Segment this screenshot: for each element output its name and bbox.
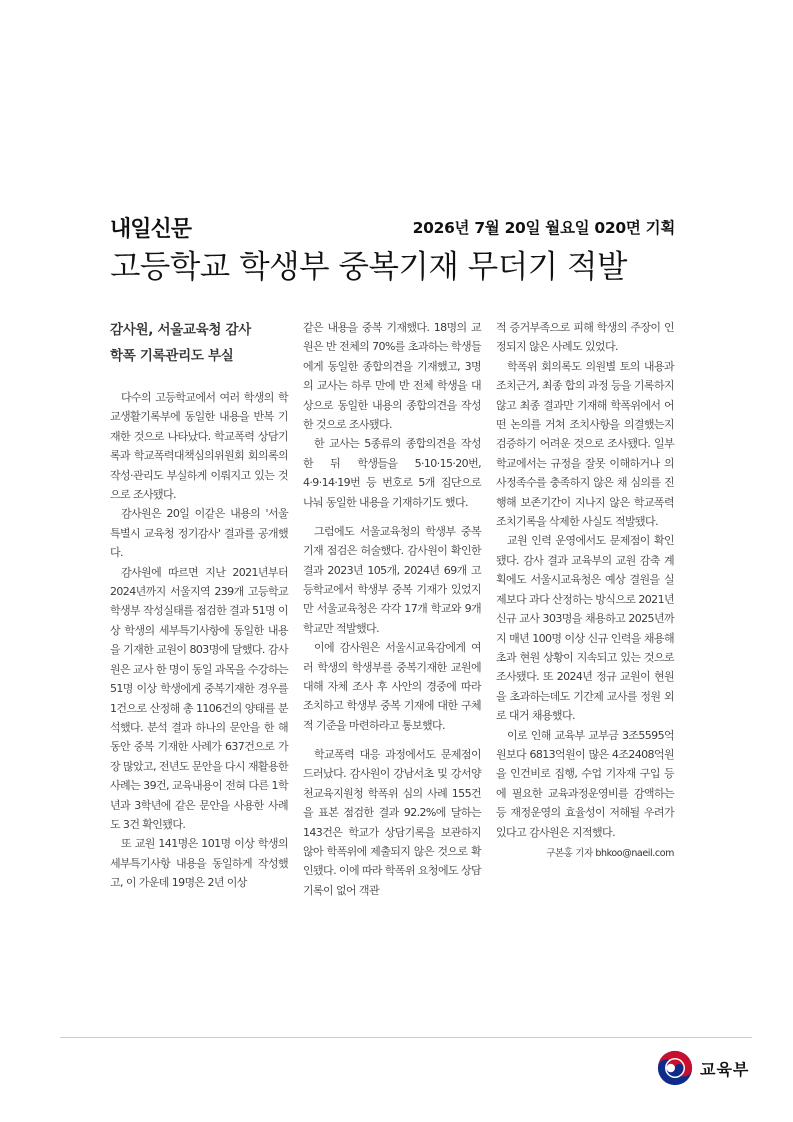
article-paragraph: 적 증거부족으로 피해 학생의 주장이 인정되지 않은 사례도 있었다.: [496, 321, 674, 354]
article-paragraph: 감사원은 20일 이같은 내용의 '서울특별시 교육청 정기감사' 결과를 공개했다.: [110, 507, 288, 560]
article-column-2: [303, 318, 481, 900]
byline: 구본홍 기자 bhkoo@naeil.com: [546, 847, 674, 859]
newspaper-name: 내일신문: [110, 217, 192, 242]
taegeuk-icon: [656, 1049, 694, 1087]
article-column-1: [110, 388, 288, 893]
article-paragraph: 이에 감사원은 서울시교육감에게 여러 학생의 학생부를 중복기재한 교원에 대해 자체 조사 후 사안의 경중에 따라 조치하고 학생부 중복 기재에 대한 구체적 기준을 마련하라고 통보했다.: [303, 641, 481, 732]
article-paragraph: 그럼에도 서울교육청의 학생부 중복기재 점검은 허술했다. 감사원이 확인한 결과 2023년 105개, 2024년 69개 고등학교에서 학생부 중복 기재가 있었지만 서울교육청은 각각 17개 학교와 9개 학교만 적발했다.: [303, 524, 481, 635]
article-paragraph: 이로 인해 교육부 교부금 3조5595억원보다 6813억원이 많은 4조2408억원을 인건비로 집행, 수업 기자재 구입 등에 필요한 교육과정운영비를 감액하는 등 재정운영의 효율성이 저해될 우려가 있다고 감사원은 지적했다.: [496, 728, 674, 839]
article-paragraph: 같은 내용을 중복 기재했다. 18명의 교원은 반 전체의 70%를 초과하는 학생들에게 동일한 종합의견을 기재했고, 3명의 교사는 하루 만에 반 전체 학생을 대상으로 동일한 내용의 종합의견을 작성한 것으로 조사됐다.: [303, 321, 481, 432]
footer-divider: [60, 1037, 752, 1038]
article-column-3: [496, 318, 674, 863]
article-headline: 고등학교 학생부 중복기재 무더기 적발: [110, 249, 627, 285]
issue-info: 2026년 7월 20일 월요일 020면 기획: [412, 219, 675, 237]
article-paragraph: 다수의 고등학교에서 여러 학생의 학교생활기록부에 동일한 내용을 반복 기재한 것으로 나타났다. 학교폭력 상담기록과 학교폭력대책심의위원회 회의록의 작성·관리도 부실하게 이뤄지고 있는 것으로 조사됐다.: [110, 391, 288, 502]
article-paragraph: 학폭위 회의록도 의원별 토의 내용과 조치근거, 최종 합의 과정 등을 기록하지 않고 최종 결과만 기재해 학폭위에서 어떤 논의를 거쳐 조치사항을 의결했는지 검증하기 어려운 것으로 조사됐다. 일부 학교에서는 규정을 잘못 이해하거나 의사정족수를 충족하지 않은 채 심의를 진행해 보존기간이 지나지 않은 학교폭력 조치기록을 삭제한 사실도 적발됐다.: [496, 359, 674, 529]
article-subhead: 감사원, 서울교육청 감사: [110, 322, 252, 338]
article-paragraph: 감사원에 따르면 지난 2021년부터 2024년까지 서울지역 239개 고등학교 학생부 작성실태를 점검한 결과 51명 이상 학생의 세부특기사항에 동일한 내용을 기재한 교원이 803명에 달했다. 감사원은 교사 한 명이 동일 과목을 수강하는 51명 이상 학생에게 중복기재한 경우를 1건으로 산정해 총 1106건의 양태를 분석했다. 분석 결과 하나의 문안을 한 해 동안 중복 기재한 사례가 637건으로 가장 많았고, 전년도 문안을 다시 재활용한 사례는 39건, 교육내용이 전혀 다른 1학년과 3학년에 같은 문안을 사용한 사례도 3건 확인됐다.: [110, 565, 288, 831]
masthead: [110, 212, 675, 242]
article-subhead: 학폭 기록관리도 부실: [110, 348, 234, 364]
article-paragraph: 한 교사는 5종류의 종합의견을 작성한 뒤 학생들을 5·10·15·20번, 4·9·14·19번 등 번호로 5개 집단으로 나눠 동일한 내용을 기재하기도 했다.: [303, 437, 481, 509]
article-paragraph: 학교폭력 대응 과정에서도 문제점이 드러났다. 감사원이 강남서초 및 강서양천교육지원청 학폭위 심의 사례 155건을 표본 점검한 결과 92.2%에 달하는 143건은 학교가 상담기록을 보관하지 않아 학폭위에 제출되지 않은 것으로 확인됐다. 이에 따라 학폭위 요청에도 상담기록이 없어 객관: [303, 747, 481, 897]
article-paragraph: 교원 인력 운영에서도 문제점이 확인됐다. 감사 결과 교육부의 교원 감축 계획에도 서울시교육청은 예상 결원을 실제보다 과다 산정하는 방식으로 2021년 신규 교사 303명을 채용하고 2025년까지 매년 100명 이상 신규 인력을 채용해 초과 현원 상황이 지속되고 있는 것으로 조사됐다. 또 2024년 정규 교원이 현원을 초과하는데도 기간제 교사를 정원 외로 대거 채용했다.: [496, 534, 674, 723]
article-paragraph: 또 교원 141명은 101명 이상 학생의 세부특기사항 내용을 동일하게 작성했고, 이 가운데 19명은 2년 이상: [110, 837, 288, 890]
ministry-logo: [656, 1048, 749, 1088]
ministry-name: 교육부: [700, 1059, 750, 1079]
